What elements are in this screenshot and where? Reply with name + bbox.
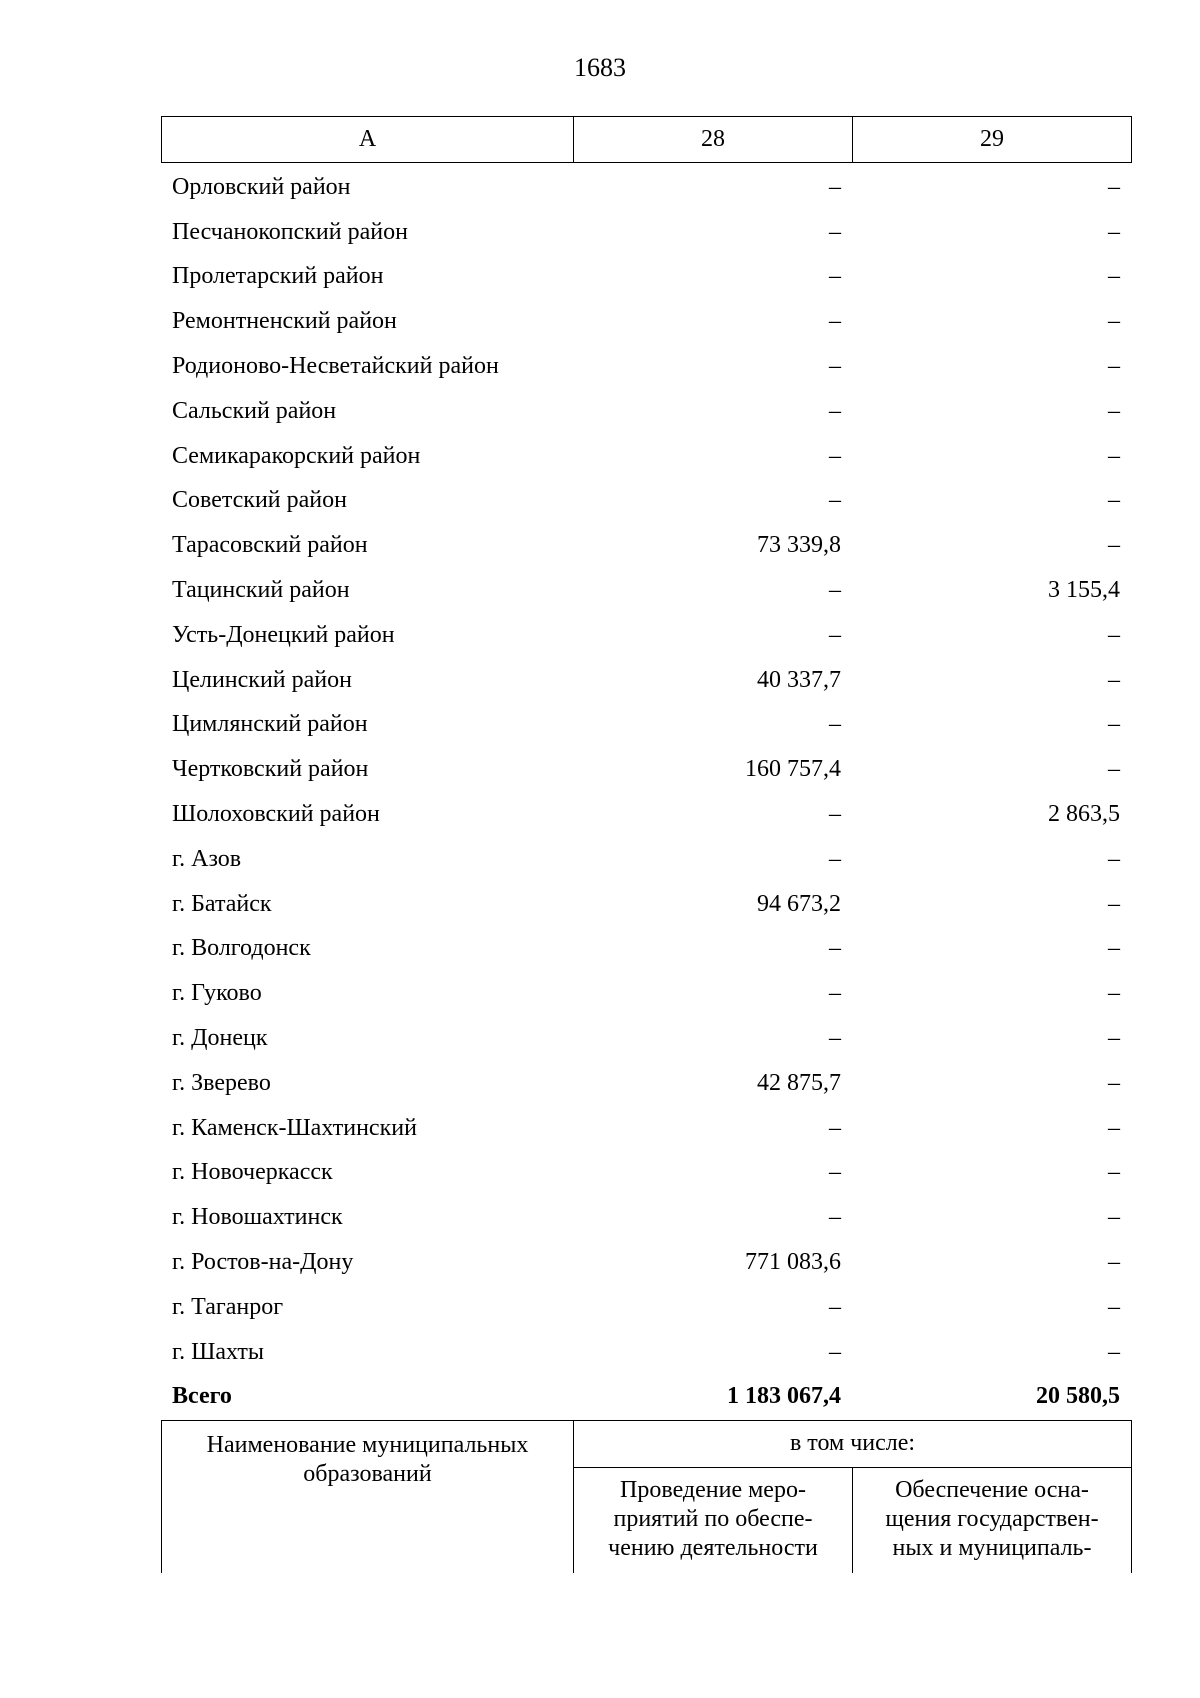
- municipality-name: Орловский район: [172, 173, 351, 200]
- value-col-29: –: [1108, 1159, 1120, 1186]
- table-row: [161, 1151, 1131, 1196]
- table-row: [161, 1061, 1131, 1106]
- value-col-28: 73 339,8: [757, 532, 841, 559]
- value-col-28: –: [829, 1114, 841, 1141]
- page-number: 1683: [574, 53, 626, 82]
- table-row: [161, 434, 1131, 479]
- value-col-28: –: [829, 1338, 841, 1365]
- value-col-29: –: [1108, 397, 1120, 424]
- subheader-activities: [574, 1467, 853, 1573]
- value-col-29: –: [1108, 666, 1120, 693]
- data-table: [161, 165, 1131, 1419]
- value-col-29: –: [1108, 621, 1120, 648]
- municipality-name: Пролетарский район: [172, 263, 384, 290]
- table-row: [161, 971, 1131, 1016]
- value-col-29: –: [1108, 1338, 1120, 1365]
- municipality-name: Чертковский район: [172, 756, 369, 783]
- municipality-name: Цимлянский район: [172, 711, 368, 738]
- value-col-28: –: [829, 1159, 841, 1186]
- municipality-name: г. Азов: [172, 845, 242, 872]
- value-col-28: 42 875,7: [757, 1069, 841, 1096]
- municipality-name: г. Донецк: [172, 1025, 268, 1052]
- table-row: [161, 389, 1131, 434]
- total-row: [161, 1375, 1131, 1420]
- value-col-28: –: [829, 1204, 841, 1231]
- value-col-28: –: [829, 353, 841, 380]
- municipality-name: Тацинский район: [172, 577, 350, 604]
- table-row: [161, 1106, 1131, 1151]
- municipality-name: Целинский район: [172, 666, 352, 693]
- municipality-name: г. Батайск: [172, 890, 272, 917]
- table-row: [161, 658, 1131, 703]
- value-col-28: –: [829, 173, 841, 200]
- municipality-name: г. Новочеркасск: [172, 1159, 333, 1186]
- value-col-29: –: [1108, 1293, 1120, 1320]
- subheader-line: Обеспечение осна-: [895, 1476, 1089, 1503]
- value-col-29: –: [1108, 263, 1120, 290]
- table-row: [161, 479, 1131, 524]
- value-col-28: –: [829, 308, 841, 335]
- value-col-28: 1 183 067,4: [727, 1383, 841, 1410]
- subheader-line: приятий по обеспе-: [613, 1505, 813, 1532]
- value-col-28: –: [829, 263, 841, 290]
- table-row: [161, 165, 1131, 210]
- municipality-name: Семикаракорский район: [172, 442, 421, 469]
- value-col-29: –: [1108, 935, 1120, 962]
- value-col-28: –: [829, 711, 841, 738]
- value-col-28: –: [829, 218, 841, 245]
- value-col-28: –: [829, 1025, 841, 1052]
- table-row: [161, 1330, 1131, 1375]
- value-col-29: –: [1108, 711, 1120, 738]
- value-col-29: –: [1108, 756, 1120, 783]
- value-col-28: –: [829, 487, 841, 514]
- municipality-name: Сальский район: [172, 397, 337, 424]
- value-col-28: 160 757,4: [745, 756, 841, 783]
- municipality-name: Родионово-Несветайский район: [172, 353, 499, 380]
- value-col-28: –: [829, 801, 841, 828]
- value-col-28: 40 337,7: [757, 666, 841, 693]
- value-col-29: 20 580,5: [1036, 1383, 1120, 1410]
- municipality-name: г. Таганрог: [172, 1293, 284, 1320]
- table-row: [161, 299, 1131, 344]
- municipality-name-header: [162, 1421, 574, 1574]
- subheader-equipment: [853, 1467, 1132, 1573]
- municipality-name: г. Новошахтинск: [172, 1204, 343, 1231]
- municipality-name: Ремонтненский район: [172, 308, 397, 335]
- municipality-name: Тарасовский район: [172, 532, 368, 559]
- value-col-29: –: [1108, 487, 1120, 514]
- municipality-name: г. Зверево: [172, 1069, 271, 1096]
- table-row: [161, 747, 1131, 792]
- value-col-29: –: [1108, 890, 1120, 917]
- municipality-name: г. Шахты: [172, 1338, 265, 1365]
- table-row: [161, 792, 1131, 837]
- value-col-28: 94 673,2: [757, 890, 841, 917]
- next-table-header: [161, 1420, 1132, 1573]
- table-row: [161, 1240, 1131, 1285]
- value-col-29: –: [1108, 980, 1120, 1007]
- table-row: [161, 523, 1131, 568]
- table-row: [161, 882, 1131, 927]
- value-col-29: –: [1108, 353, 1120, 380]
- value-col-29: –: [1108, 218, 1120, 245]
- including-header: в том числе:: [574, 1421, 1132, 1468]
- value-col-28: –: [829, 442, 841, 469]
- value-col-28: –: [829, 577, 841, 604]
- municipality-name: г. Гуково: [172, 980, 262, 1007]
- name-header-line: образований: [303, 1461, 432, 1487]
- value-col-28: –: [829, 1293, 841, 1320]
- value-col-29: –: [1108, 308, 1120, 335]
- value-col-29: –: [1108, 845, 1120, 872]
- value-col-28: –: [829, 935, 841, 962]
- value-col-28: –: [829, 397, 841, 424]
- municipality-name: г. Ростов-на-Дону: [172, 1249, 354, 1276]
- value-col-29: –: [1108, 173, 1120, 200]
- value-col-28: 771 083,6: [745, 1249, 841, 1276]
- header-col-28: 28: [574, 117, 853, 163]
- value-col-28: –: [829, 980, 841, 1007]
- value-col-29: –: [1108, 1114, 1120, 1141]
- value-col-29: –: [1108, 1249, 1120, 1276]
- value-col-28: –: [829, 845, 841, 872]
- municipality-name: Песчанокопский район: [172, 218, 408, 245]
- table-row: [161, 1285, 1131, 1330]
- table-row: [161, 255, 1131, 300]
- table-row: [161, 344, 1131, 389]
- table-row: [161, 703, 1131, 748]
- value-col-29: 2 863,5: [1048, 801, 1120, 828]
- subheader-line: чению деятельности: [608, 1534, 818, 1561]
- table-row: [161, 837, 1131, 882]
- value-col-29: –: [1108, 442, 1120, 469]
- table-row: [161, 210, 1131, 255]
- value-col-29: 3 155,4: [1048, 577, 1120, 604]
- table-row: [161, 568, 1131, 613]
- header-col-a: А: [162, 117, 574, 163]
- name-header-line: Наименование муниципальных: [206, 1432, 529, 1458]
- value-col-29: –: [1108, 1069, 1120, 1096]
- table-row: [161, 927, 1131, 972]
- table-row: [161, 1016, 1131, 1061]
- municipality-name: Шолоховский район: [172, 801, 380, 828]
- municipality-name: Усть-Донецкий район: [172, 621, 395, 648]
- table-header: [161, 116, 1132, 163]
- value-col-29: –: [1108, 1204, 1120, 1231]
- municipality-name: Советский район: [172, 487, 347, 514]
- header-row: [162, 117, 1132, 163]
- subheader-line: щения государствен-: [885, 1505, 1099, 1532]
- subheader-line: Проведение меро-: [620, 1476, 806, 1503]
- subheader-line: ных и муниципаль-: [892, 1534, 1092, 1561]
- municipality-name: Всего: [172, 1383, 232, 1410]
- header-col-29: 29: [853, 117, 1132, 163]
- value-col-29: –: [1108, 532, 1120, 559]
- value-col-29: –: [1108, 1025, 1120, 1052]
- municipality-name: г. Волгодонск: [172, 935, 311, 962]
- table-row: [161, 1195, 1131, 1240]
- table-row: [161, 613, 1131, 658]
- municipality-name: г. Каменск-Шахтинский: [172, 1114, 417, 1141]
- value-col-28: –: [829, 621, 841, 648]
